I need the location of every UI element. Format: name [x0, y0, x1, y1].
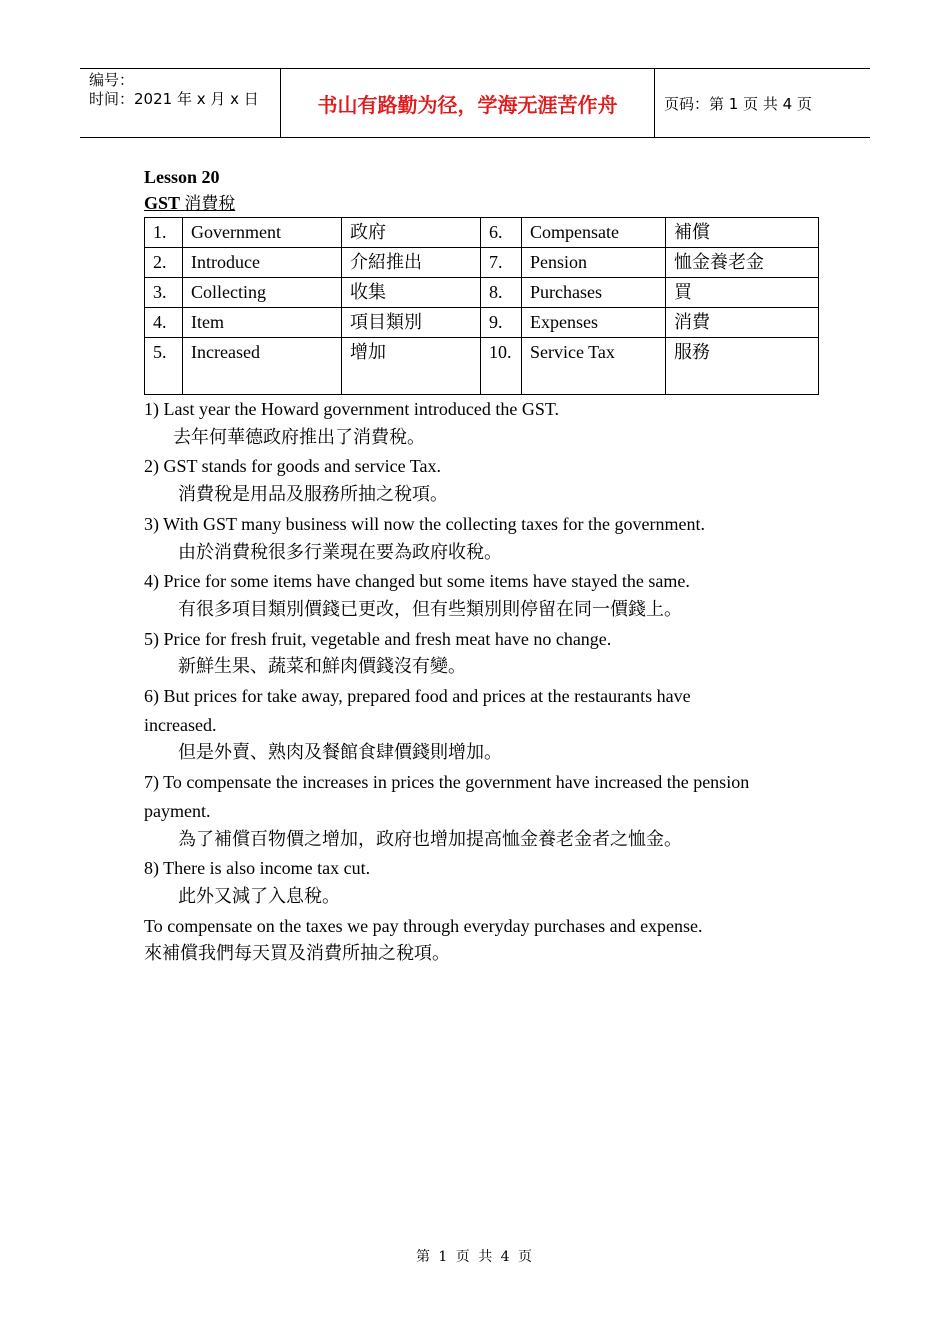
subtitle-en: GST	[144, 193, 180, 213]
sentence-cn: 由於消費稅很多行業現在要為政府收稅。	[178, 541, 502, 563]
sentence-cn: 有很多項目類別價錢已更改，但有些類別則停留在同一價錢上。	[178, 598, 682, 620]
vocab-cn: 服務	[666, 338, 819, 395]
sentence-cn: 去年何華德政府推出了消費稅。	[173, 426, 425, 448]
vocab-num: 6.	[481, 218, 522, 248]
lesson-title: Lesson 20	[144, 167, 220, 187]
lesson-subtitle	[144, 190, 824, 217]
number-label: 编号：	[89, 71, 135, 89]
sentence-cn: 為了補償百物價之增加，政府也增加提高恤金養老金者之恤金。	[178, 828, 682, 850]
page-footer: 第 1 页 共 4 页	[415, 1249, 535, 1265]
sentence-cn: 此外又減了入息稅。	[178, 885, 340, 907]
vocab-num: 4.	[145, 308, 183, 338]
vocab-en: Collecting	[183, 278, 342, 308]
vocab-cn: 收集	[342, 278, 481, 308]
lesson-content	[144, 164, 824, 969]
vocab-en: Government	[183, 218, 342, 248]
vocab-num: 10.	[481, 338, 522, 395]
header-info	[80, 69, 281, 137]
vocab-cn: 增加	[342, 338, 481, 395]
sentence-en: 6) But prices for take away, prepared food and prices at the restaurants have	[144, 686, 691, 707]
time-label: 时间：2021 年 x 月 x 日	[89, 90, 259, 108]
vocab-en: Increased	[183, 338, 342, 395]
vocab-num: 3.	[145, 278, 183, 308]
page-header	[80, 68, 870, 138]
vocab-en: Service Tax	[522, 338, 666, 395]
vocab-cn: 消費	[666, 308, 819, 338]
table-row	[145, 308, 819, 338]
sentence-cn: 新鮮生果、蔬菜和鮮肉價錢沒有變。	[178, 656, 466, 678]
vocab-num: 5.	[145, 338, 183, 395]
vocab-num: 8.	[481, 278, 522, 308]
header-motto: 书山有路勤为径，学海无涯苦作舟	[281, 69, 655, 137]
vocab-en: Pension	[522, 248, 666, 278]
vocab-cn: 補償	[666, 218, 819, 248]
vocab-cn: 項目類別	[342, 308, 481, 338]
table-row	[145, 218, 819, 248]
vocab-cn: 買	[666, 278, 819, 308]
sentence-en: payment.	[144, 800, 211, 821]
sentence-en: 4) Price for some items have changed but some items have stayed the same.	[144, 571, 690, 592]
sentence-en: 7) To compensate the increases in prices the government have increased the pension	[144, 772, 750, 793]
vocab-num: 2.	[145, 248, 183, 278]
sentence-en: increased.	[144, 714, 217, 735]
sentence-en: 5) Price for fresh fruit, vegetable and fresh meat have no change.	[144, 628, 612, 649]
vocab-cn: 恤金養老金	[666, 248, 819, 278]
vocab-cn: 介紹推出	[342, 248, 481, 278]
vocab-en: Purchases	[522, 278, 666, 308]
sentence-cn: 來補償我們每天買及消費所抽之稅項。	[144, 943, 450, 965]
table-row	[145, 338, 819, 395]
vocab-en: Item	[183, 308, 342, 338]
table-row	[145, 278, 819, 308]
subtitle-cn: 消費稅	[184, 194, 236, 214]
vocab-table	[144, 217, 819, 395]
sentence-en: 3) With GST many business will now the collecting taxes for the government.	[144, 513, 706, 534]
vocab-cn: 政府	[342, 218, 481, 248]
sentence-list	[144, 395, 824, 969]
header-page-label: 页码：第 1 页 共 4 页	[664, 94, 812, 113]
vocab-num: 1.	[145, 218, 183, 248]
sentence-en: 8) There is also income tax cut.	[144, 858, 371, 879]
table-row	[145, 248, 819, 278]
sentence-cn: 但是外賣、熟肉及餐館食肆價錢則增加。	[178, 742, 502, 764]
vocab-num: 9.	[481, 308, 522, 338]
vocab-en: Compensate	[522, 218, 666, 248]
vocab-en: Introduce	[183, 248, 342, 278]
vocab-en: Expenses	[522, 308, 666, 338]
sentence-cn: 消費稅是用品及服務所抽之稅項。	[178, 484, 448, 506]
sentence-en: 1) Last year the Howard government introduced the GST.	[144, 399, 560, 419]
sentence-en: 2) GST stands for goods and service Tax.	[144, 456, 442, 477]
sentence-en: To compensate on the taxes we pay through everyday purchases and expense.	[144, 915, 703, 936]
vocab-num: 7.	[481, 248, 522, 278]
